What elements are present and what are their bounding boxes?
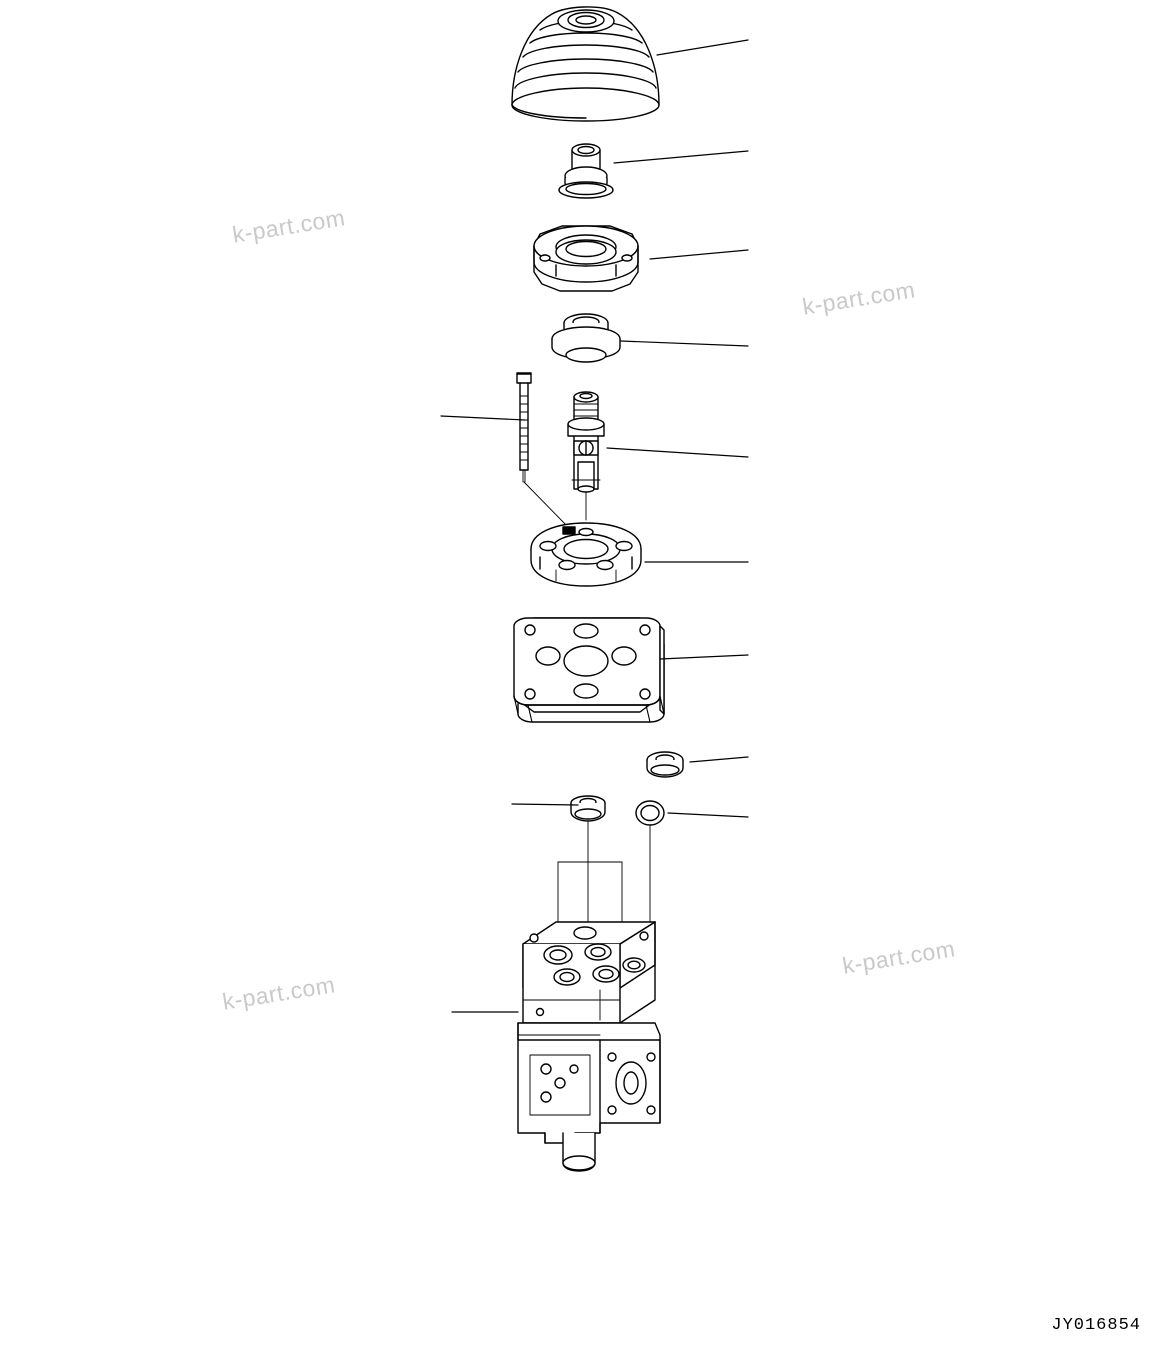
part-rubber-boot-bellows bbox=[512, 7, 659, 121]
watermark-text: k-part.com bbox=[840, 935, 957, 979]
part-gasket-plate bbox=[514, 618, 664, 722]
part-upper-cover-plate bbox=[534, 226, 638, 291]
part-seal-disc bbox=[552, 314, 620, 362]
part-long-bolt bbox=[517, 373, 531, 482]
part-spool-shaft-assembly bbox=[568, 392, 604, 492]
watermark-text: k-part.com bbox=[800, 276, 917, 320]
watermark-text: k-part.com bbox=[220, 971, 337, 1015]
part-plunger-cap bbox=[559, 144, 613, 198]
watermark-text: k-part.com bbox=[230, 204, 347, 248]
part-small-seal-upper bbox=[647, 752, 683, 777]
part-spider-mounting-plate bbox=[531, 523, 641, 586]
drawing-code-label: JY016854 bbox=[1051, 1316, 1141, 1335]
part-valve-body-housing bbox=[518, 922, 660, 1171]
part-small-seal-left bbox=[571, 796, 605, 821]
part-o-ring bbox=[636, 801, 664, 825]
